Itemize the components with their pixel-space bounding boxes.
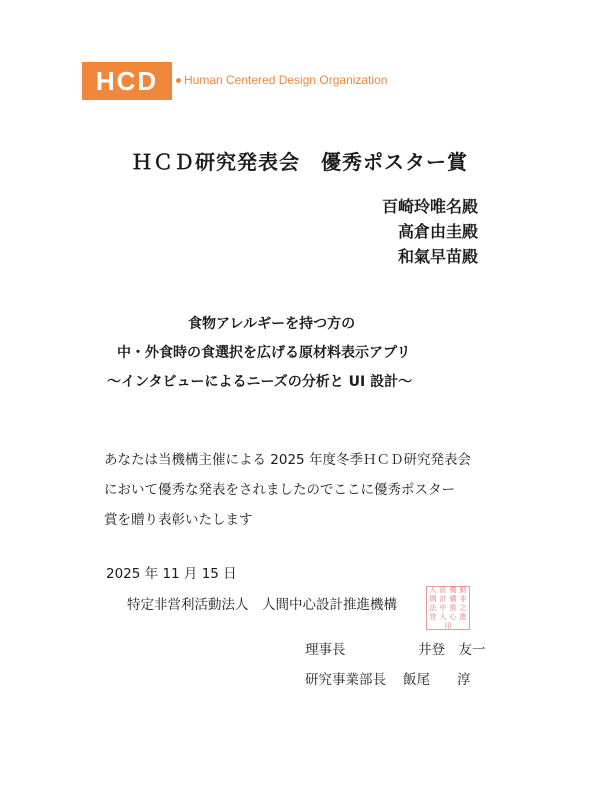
recipient-name: 和氣早苗殿 xyxy=(397,247,478,266)
seal-character: 法 xyxy=(429,603,437,612)
seal-character: 間 xyxy=(429,594,437,603)
seal-character: 之 xyxy=(459,603,467,612)
certificate-body xyxy=(104,445,514,535)
seal-character: 心 xyxy=(449,612,457,621)
seal-character: 人 xyxy=(439,612,447,621)
seal-character: 印 xyxy=(444,621,452,630)
subject-line: ～インタビューによるニーズの分析と UI 設計～ xyxy=(107,374,413,390)
seal-character: 動 xyxy=(459,585,467,594)
issuer-organization: 特定非営利活動法人 人間中心設計推進機構 xyxy=(127,597,397,613)
logo-text: HCD xyxy=(95,65,159,96)
body-line: において優秀な発表をされましたのでここに優秀ポスター xyxy=(104,482,455,498)
organization-tagline xyxy=(176,73,387,87)
subject-line: 中・外食時の食選択を広げる原材料表示アプリ xyxy=(117,345,411,361)
seal-character: 人 xyxy=(429,585,437,594)
subject-line: 食物アレルギーを持つ方の xyxy=(188,316,356,332)
recipients-list xyxy=(382,194,478,269)
award-title: ＨＣＤ研究発表会 優秀ポスター賞 xyxy=(132,150,468,174)
issue-date: 2025 年 11 月 15 日 xyxy=(106,566,237,582)
signatory-role: 研究事業部長 xyxy=(305,672,386,688)
recipient-name: 百崎玲唯名殿 xyxy=(381,197,478,216)
seal-character: 営 xyxy=(429,612,437,621)
seal-character: 進 xyxy=(459,612,467,621)
seal-character: 中 xyxy=(439,603,447,612)
seal-character: 非 xyxy=(459,594,467,603)
presentation-subject xyxy=(0,310,600,397)
signatory-name: 井登 友一 xyxy=(418,642,486,658)
official-seal-stamp xyxy=(426,586,470,630)
body-line: 賞を贈り表彰いたします xyxy=(104,512,253,528)
hcd-logo xyxy=(82,62,172,100)
seal-character: 機 xyxy=(449,585,457,594)
signatory-name: 飯尾 淳 xyxy=(403,672,471,688)
seal-character: 構 xyxy=(449,594,457,603)
seal-character: 設 xyxy=(439,585,447,594)
organization-tagline-text: Human Centered Design Organization xyxy=(184,73,388,87)
seal-character: 推 xyxy=(449,603,457,612)
seal-character: 計 xyxy=(439,594,447,603)
signatory-role: 理事長 xyxy=(305,642,346,658)
bullet-dot-icon xyxy=(176,78,181,83)
body-line: あなたは当機構主催による 2025 年度冬季ＨＣＤ研究発表会 xyxy=(104,452,471,468)
recipient-name: 高倉由圭殿 xyxy=(397,222,478,241)
